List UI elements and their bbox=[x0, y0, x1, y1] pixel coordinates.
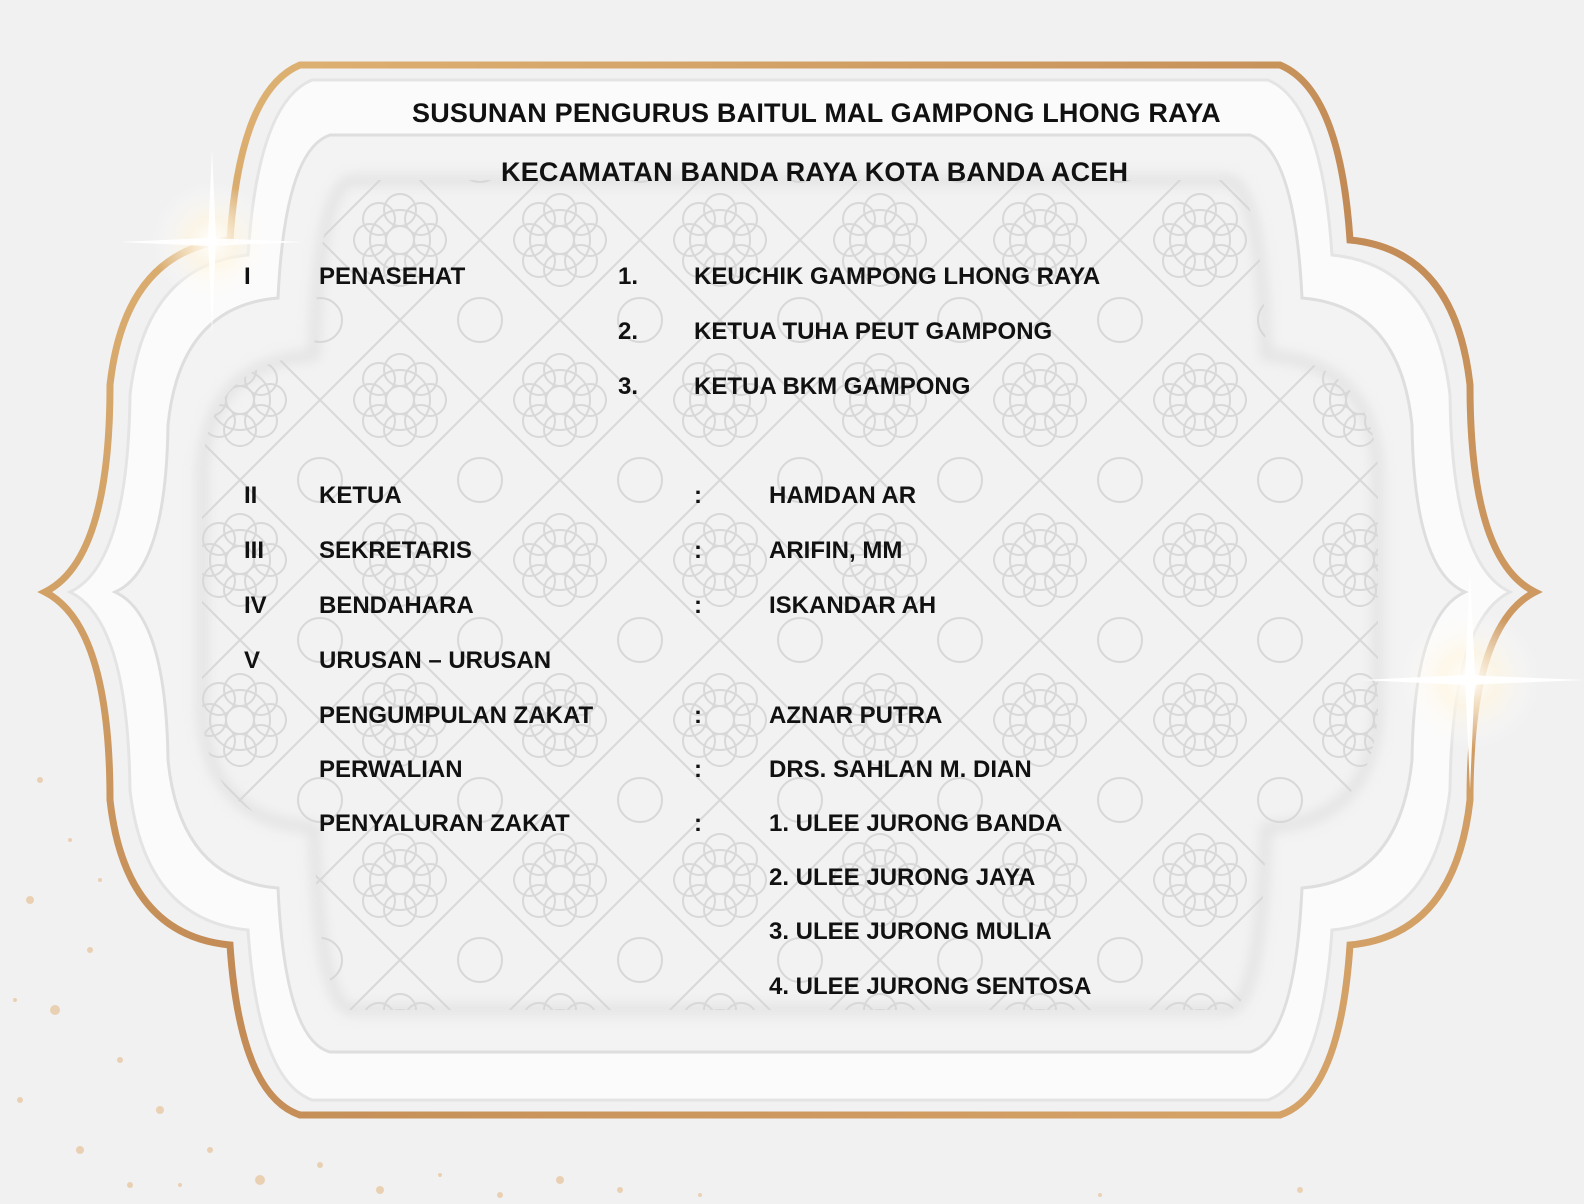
penasehat-member-name: KEUCHIK GAMPONG LHONG RAYA bbox=[694, 263, 1101, 290]
position-value: 3. ULEE JURONG MULIA bbox=[769, 918, 1052, 945]
penasehat-member-no: 2. bbox=[618, 318, 639, 345]
penasehat-member-name: KETUA BKM GAMPONG bbox=[694, 373, 971, 400]
penasehat-member-no: 1. bbox=[618, 263, 639, 290]
position-label: URUSAN – URUSAN bbox=[319, 647, 552, 674]
penasehat-numeral: I bbox=[244, 263, 251, 290]
position-colon: : bbox=[694, 810, 702, 837]
position-label: PERWALIAN bbox=[319, 756, 463, 783]
position-numeral: IV bbox=[244, 592, 267, 619]
penasehat-label: PENASEHAT bbox=[319, 263, 466, 290]
penasehat-member-no: 3. bbox=[618, 373, 639, 400]
position-value: AZNAR PUTRA bbox=[769, 702, 943, 729]
position-numeral: III bbox=[244, 537, 265, 564]
position-colon: : bbox=[694, 537, 702, 564]
title-line-1: SUSUNAN PENGURUS BAITUL MAL GAMPONG LHONG RAYA bbox=[412, 98, 1221, 128]
position-colon: : bbox=[694, 756, 702, 783]
position-value: ARIFIN, MM bbox=[769, 537, 903, 564]
position-value: HAMDAN AR bbox=[769, 482, 917, 509]
position-numeral: V bbox=[244, 647, 261, 674]
position-colon: : bbox=[694, 482, 702, 509]
position-colon: : bbox=[694, 702, 702, 729]
title-line-2: KECAMATAN BANDA RAYA KOTA BANDA ACEH bbox=[501, 157, 1129, 187]
position-label: SEKRETARIS bbox=[319, 537, 472, 564]
position-value: DRS. SAHLAN M. DIAN bbox=[769, 756, 1032, 783]
position-value: ISKANDAR AH bbox=[769, 592, 937, 619]
position-value: 1. ULEE JURONG BANDA bbox=[769, 810, 1063, 837]
position-label: KETUA bbox=[319, 482, 402, 509]
position-numeral: II bbox=[244, 482, 258, 509]
penasehat-member-name: KETUA TUHA PEUT GAMPONG bbox=[694, 318, 1053, 345]
position-value: 2. ULEE JURONG JAYA bbox=[769, 864, 1036, 891]
position-colon: : bbox=[694, 592, 702, 619]
position-label: PENYALURAN ZAKAT bbox=[319, 810, 570, 837]
position-value: 4. ULEE JURONG SENTOSA bbox=[769, 973, 1092, 1000]
position-label: BENDAHARA bbox=[319, 592, 474, 619]
position-label: PENGUMPULAN ZAKAT bbox=[319, 702, 594, 729]
